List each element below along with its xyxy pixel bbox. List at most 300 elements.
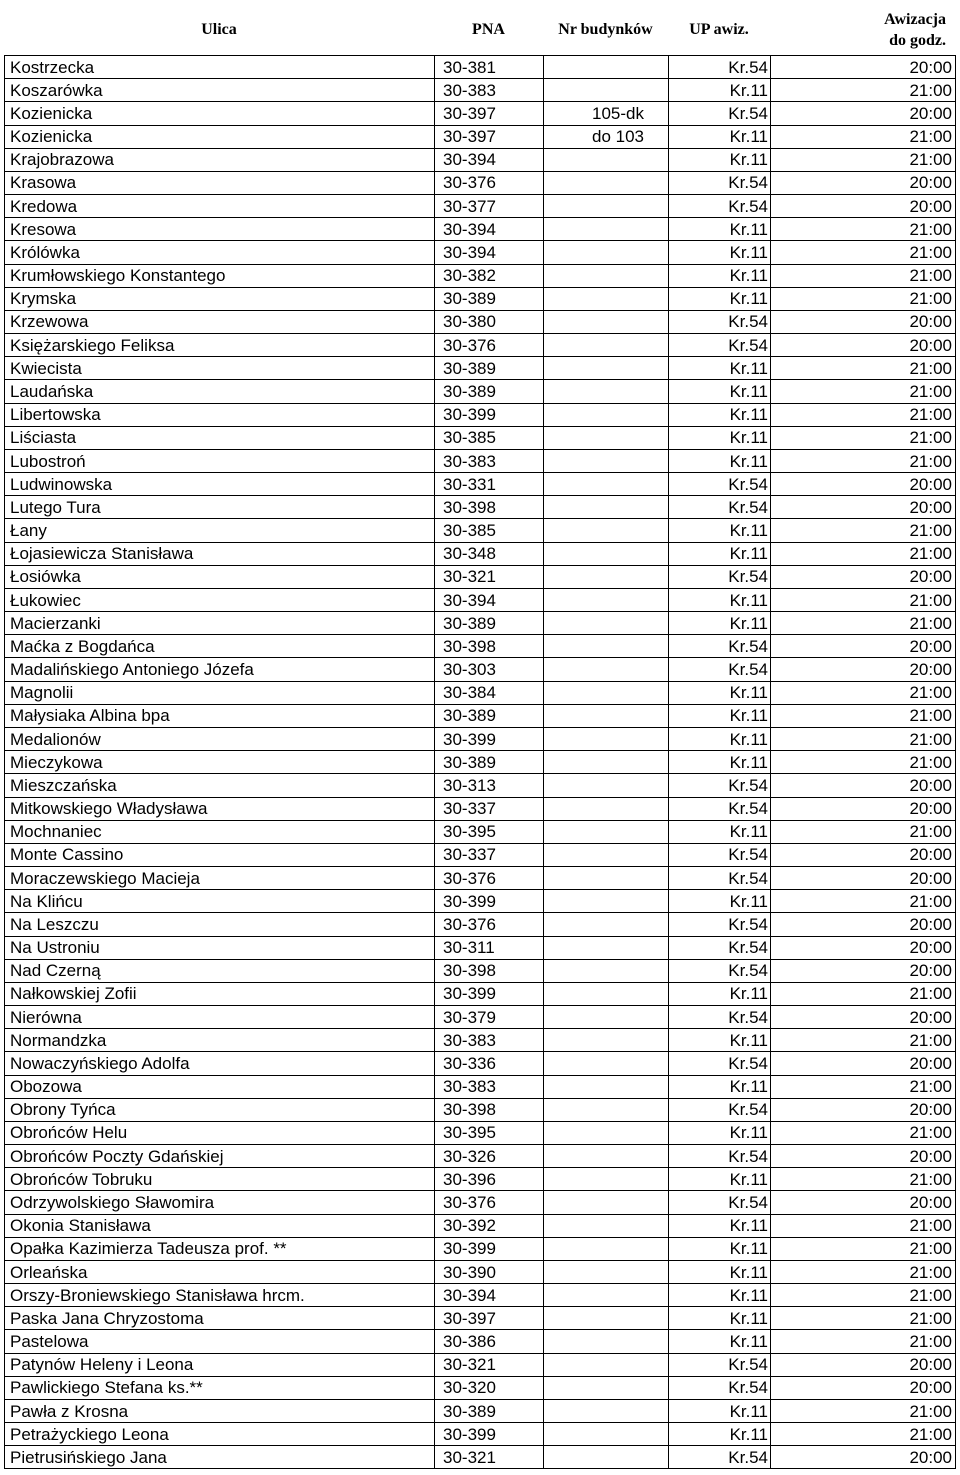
building-cell	[543, 334, 668, 356]
table-row	[4, 1168, 956, 1191]
street-table	[4, 55, 956, 1469]
time-cell: 21:00	[770, 241, 956, 263]
street-cell: Kostrzecka	[4, 56, 434, 78]
pna-cell: 30-395	[434, 821, 543, 843]
street-cell: Libertowska	[4, 404, 434, 426]
pna-cell: 30-397	[434, 102, 543, 124]
street-cell: Pastelowa	[4, 1330, 434, 1352]
table-row	[4, 543, 956, 566]
up-cell: Kr.11	[668, 1284, 770, 1306]
pna-cell: 30-377	[434, 195, 543, 217]
header-notice	[770, 4, 956, 55]
time-cell: 21:00	[770, 450, 956, 472]
street-cell: Nad Czerną	[4, 960, 434, 982]
building-cell	[543, 751, 668, 773]
time-cell: 21:00	[770, 1400, 956, 1422]
time-cell: 21:00	[770, 1284, 956, 1306]
pna-cell: 30-398	[434, 1099, 543, 1121]
pna-cell: 30-389	[434, 1400, 543, 1422]
building-cell	[543, 890, 668, 912]
time-cell: 21:00	[770, 427, 956, 449]
building-cell	[543, 821, 668, 843]
table-row	[4, 1215, 956, 1238]
up-cell: Kr.11	[668, 751, 770, 773]
pna-cell: 30-398	[434, 960, 543, 982]
time-cell: 20:00	[770, 172, 956, 194]
table-row	[4, 149, 956, 172]
building-cell	[543, 774, 668, 796]
time-cell: 20:00	[770, 195, 956, 217]
pna-cell: 30-394	[434, 589, 543, 611]
street-cell: Pietrusińskiego Jana	[4, 1446, 434, 1468]
building-cell	[543, 1446, 668, 1468]
street-cell: Obozowa	[4, 1076, 434, 1098]
pna-cell: 30-382	[434, 265, 543, 287]
street-cell: Lubostroń	[4, 450, 434, 472]
table-row	[4, 774, 956, 797]
time-cell: 20:00	[770, 913, 956, 935]
pna-cell: 30-392	[434, 1215, 543, 1237]
building-cell	[543, 913, 668, 935]
pna-cell: 30-399	[434, 1238, 543, 1260]
time-cell: 21:00	[770, 288, 956, 310]
table-row	[4, 890, 956, 913]
table-row	[4, 589, 956, 612]
up-cell: Kr.11	[668, 890, 770, 912]
up-cell: Kr.11	[668, 1307, 770, 1329]
street-cell: Nałkowskiej Zofii	[4, 983, 434, 1005]
table-row	[4, 1006, 956, 1029]
header-building: Nr budynków	[558, 21, 653, 38]
table-row	[4, 913, 956, 936]
up-cell: Kr.11	[668, 682, 770, 704]
time-cell: 20:00	[770, 774, 956, 796]
time-cell: 21:00	[770, 149, 956, 171]
header-street: Ulica	[201, 21, 237, 38]
pna-cell: 30-389	[434, 288, 543, 310]
building-cell	[543, 1261, 668, 1283]
time-cell: 21:00	[770, 543, 956, 565]
time-cell: 21:00	[770, 265, 956, 287]
time-cell: 21:00	[770, 1238, 956, 1260]
table-row	[4, 1099, 956, 1122]
time-cell: 21:00	[770, 821, 956, 843]
street-cell: Petrażyckiego Leona	[4, 1423, 434, 1445]
street-cell: Krasowa	[4, 172, 434, 194]
time-cell: 21:00	[770, 1029, 956, 1051]
building-cell	[543, 1006, 668, 1028]
building-cell	[543, 1191, 668, 1213]
building-cell	[543, 195, 668, 217]
street-cell: Monte Cassino	[4, 844, 434, 866]
street-cell: Madalińskiego Antoniego Józefa	[4, 658, 434, 680]
building-cell	[543, 705, 668, 727]
street-cell: Krymska	[4, 288, 434, 310]
time-cell: 21:00	[770, 1215, 956, 1237]
up-cell: Kr.11	[668, 265, 770, 287]
table-row	[4, 1122, 956, 1145]
building-cell	[543, 1284, 668, 1306]
table-row	[4, 265, 956, 288]
up-cell: Kr.11	[668, 1076, 770, 1098]
building-cell	[543, 1238, 668, 1260]
pna-cell: 30-396	[434, 1168, 543, 1190]
up-cell: Kr.11	[668, 1168, 770, 1190]
building-cell	[543, 612, 668, 634]
time-cell: 21:00	[770, 519, 956, 541]
building-cell	[543, 867, 668, 889]
pna-cell: 30-398	[434, 635, 543, 657]
time-cell: 20:00	[770, 56, 956, 78]
building-cell	[543, 844, 668, 866]
building-cell	[543, 1052, 668, 1074]
table-row	[4, 1377, 956, 1400]
table-row	[4, 334, 956, 357]
table-row	[4, 612, 956, 635]
time-cell: 20:00	[770, 496, 956, 518]
table-row	[4, 1029, 956, 1052]
header-up: UP awiz.	[689, 21, 749, 38]
street-cell: Mieszczańska	[4, 774, 434, 796]
time-cell: 21:00	[770, 751, 956, 773]
up-cell: Kr.54	[668, 1354, 770, 1376]
street-cell: Obrońców Tobruku	[4, 1168, 434, 1190]
street-cell: Normandzka	[4, 1029, 434, 1051]
table-row	[4, 496, 956, 519]
table-row	[4, 56, 956, 79]
building-cell: 105-dk	[543, 102, 668, 124]
pna-cell: 30-376	[434, 172, 543, 194]
building-cell	[543, 635, 668, 657]
pna-cell: 30-386	[434, 1330, 543, 1352]
up-cell: Kr.11	[668, 1400, 770, 1422]
time-cell: 20:00	[770, 334, 956, 356]
street-cell: Odrzywolskiego Sławomira	[4, 1191, 434, 1213]
up-cell: Kr.54	[668, 1191, 770, 1213]
building-cell	[543, 311, 668, 333]
building-cell	[543, 798, 668, 820]
building-cell	[543, 960, 668, 982]
time-cell: 21:00	[770, 380, 956, 402]
time-cell: 21:00	[770, 705, 956, 727]
table-row	[4, 1052, 956, 1075]
building-cell	[543, 1215, 668, 1237]
header-pna: PNA	[472, 21, 505, 38]
up-cell: Kr.11	[668, 1330, 770, 1352]
up-cell: Kr.11	[668, 241, 770, 263]
table-row	[4, 126, 956, 149]
street-cell: Kwiecista	[4, 357, 434, 379]
pna-cell: 30-331	[434, 473, 543, 495]
pna-cell: 30-389	[434, 380, 543, 402]
pna-cell: 30-394	[434, 218, 543, 240]
street-cell: Mieczykowa	[4, 751, 434, 773]
street-cell: Łukowiec	[4, 589, 434, 611]
street-cell: Mochnaniec	[4, 821, 434, 843]
time-cell: 21:00	[770, 218, 956, 240]
building-cell	[543, 1354, 668, 1376]
street-cell: Maćka z Bogdańca	[4, 635, 434, 657]
up-cell: Kr.54	[668, 566, 770, 588]
table-row	[4, 404, 956, 427]
table-row	[4, 311, 956, 334]
time-cell: 20:00	[770, 867, 956, 889]
building-cell	[543, 658, 668, 680]
up-cell: Kr.11	[668, 79, 770, 101]
time-cell: 20:00	[770, 1006, 956, 1028]
table-row	[4, 937, 956, 960]
street-cell: Mitkowskiego Władysława	[4, 798, 434, 820]
street-cell: Macierzanki	[4, 612, 434, 634]
street-cell: Obrońców Poczty Gdańskiej	[4, 1145, 434, 1167]
building-cell	[543, 56, 668, 78]
time-cell: 21:00	[770, 1122, 956, 1144]
up-cell: Kr.54	[668, 311, 770, 333]
building-cell	[543, 149, 668, 171]
building-cell	[543, 357, 668, 379]
time-cell: 21:00	[770, 404, 956, 426]
up-cell: Kr.54	[668, 937, 770, 959]
pna-cell: 30-376	[434, 334, 543, 356]
table-row	[4, 1238, 956, 1261]
table-row	[4, 728, 956, 751]
pna-cell: 30-321	[434, 1446, 543, 1468]
table-row	[4, 960, 956, 983]
table-row	[4, 450, 956, 473]
up-cell: Kr.11	[668, 1423, 770, 1445]
pna-cell: 30-389	[434, 612, 543, 634]
up-cell: Kr.11	[668, 380, 770, 402]
pna-cell: 30-394	[434, 149, 543, 171]
street-cell: Królówka	[4, 241, 434, 263]
up-cell: Kr.54	[668, 913, 770, 935]
pna-cell: 30-384	[434, 682, 543, 704]
table-row	[4, 867, 956, 890]
up-cell: Kr.11	[668, 728, 770, 750]
pna-cell: 30-376	[434, 867, 543, 889]
street-cell: Kresowa	[4, 218, 434, 240]
pna-cell: 30-399	[434, 404, 543, 426]
time-cell: 20:00	[770, 844, 956, 866]
street-cell: Okonia Stanisława	[4, 1215, 434, 1237]
pna-cell: 30-394	[434, 1284, 543, 1306]
table-row	[4, 172, 956, 195]
up-cell: Kr.54	[668, 1099, 770, 1121]
table-row	[4, 682, 956, 705]
pna-cell: 30-399	[434, 983, 543, 1005]
street-cell: Orleańska	[4, 1261, 434, 1283]
table-row	[4, 1423, 956, 1446]
building-cell	[543, 450, 668, 472]
table-row	[4, 705, 956, 728]
time-cell: 21:00	[770, 1423, 956, 1445]
table-row	[4, 983, 956, 1006]
time-cell: 20:00	[770, 1446, 956, 1468]
pna-cell: 30-379	[434, 1006, 543, 1028]
up-cell: Kr.54	[668, 334, 770, 356]
table-row	[4, 288, 956, 311]
time-cell: 20:00	[770, 937, 956, 959]
up-cell: Kr.54	[668, 960, 770, 982]
pna-cell: 30-326	[434, 1145, 543, 1167]
pna-cell: 30-399	[434, 1423, 543, 1445]
pna-cell: 30-390	[434, 1261, 543, 1283]
building-cell	[543, 728, 668, 750]
table-row	[4, 195, 956, 218]
up-cell: Kr.11	[668, 1238, 770, 1260]
pna-cell: 30-336	[434, 1052, 543, 1074]
up-cell: Kr.54	[668, 774, 770, 796]
table-row	[4, 1076, 956, 1099]
up-cell: Kr.11	[668, 288, 770, 310]
street-cell: Ludwinowska	[4, 473, 434, 495]
pna-cell: 30-381	[434, 56, 543, 78]
table-row	[4, 427, 956, 450]
header-notice-line1: Awizacja	[884, 10, 946, 28]
street-cell: Liściasta	[4, 427, 434, 449]
street-cell: Magnolii	[4, 682, 434, 704]
up-cell: Kr.54	[668, 844, 770, 866]
street-cell: Laudańska	[4, 380, 434, 402]
street-cell: Krumłowskiego Konstantego	[4, 265, 434, 287]
building-cell	[543, 543, 668, 565]
time-cell: 21:00	[770, 126, 956, 148]
building-cell	[543, 172, 668, 194]
up-cell: Kr.11	[668, 519, 770, 541]
time-cell: 20:00	[770, 1354, 956, 1376]
street-cell: Lutego Tura	[4, 496, 434, 518]
building-cell	[543, 519, 668, 541]
time-cell: 21:00	[770, 79, 956, 101]
up-cell: Kr.54	[668, 798, 770, 820]
time-cell: 21:00	[770, 682, 956, 704]
street-cell: Medalionów	[4, 728, 434, 750]
table-row	[4, 751, 956, 774]
time-cell: 21:00	[770, 1307, 956, 1329]
pna-cell: 30-320	[434, 1377, 543, 1399]
table-row	[4, 241, 956, 264]
pna-cell: 30-337	[434, 798, 543, 820]
pna-cell: 30-389	[434, 751, 543, 773]
time-cell: 20:00	[770, 960, 956, 982]
pna-cell: 30-380	[434, 311, 543, 333]
building-cell	[543, 1122, 668, 1144]
street-cell: Na Leszczu	[4, 913, 434, 935]
table-row	[4, 102, 956, 125]
pna-cell: 30-397	[434, 126, 543, 148]
building-cell	[543, 1145, 668, 1167]
time-cell: 21:00	[770, 1168, 956, 1190]
time-cell: 20:00	[770, 566, 956, 588]
table-row	[4, 357, 956, 380]
building-cell	[543, 1330, 668, 1352]
building-cell	[543, 1423, 668, 1445]
time-cell: 21:00	[770, 357, 956, 379]
pna-cell: 30-399	[434, 890, 543, 912]
table-row	[4, 79, 956, 102]
table-row	[4, 380, 956, 403]
up-cell: Kr.11	[668, 1215, 770, 1237]
table-row	[4, 1261, 956, 1284]
building-cell	[543, 1168, 668, 1190]
street-cell: Pawlickiego Stefana ks.**	[4, 1377, 434, 1399]
time-cell: 21:00	[770, 1330, 956, 1352]
time-cell: 21:00	[770, 1261, 956, 1283]
pna-cell: 30-397	[434, 1307, 543, 1329]
street-cell: Pawła z Krosna	[4, 1400, 434, 1422]
street-cell: Nierówna	[4, 1006, 434, 1028]
table-row	[4, 635, 956, 658]
up-cell: Kr.11	[668, 450, 770, 472]
pna-cell: 30-383	[434, 1076, 543, 1098]
pna-cell: 30-303	[434, 658, 543, 680]
up-cell: Kr.54	[668, 1145, 770, 1167]
up-cell: Kr.11	[668, 1029, 770, 1051]
building-cell	[543, 496, 668, 518]
table-row	[4, 1307, 956, 1330]
time-cell: 20:00	[770, 311, 956, 333]
pna-cell: 30-376	[434, 913, 543, 935]
building-cell	[543, 218, 668, 240]
street-cell: Na Ustroniu	[4, 937, 434, 959]
pna-cell: 30-389	[434, 357, 543, 379]
table-row	[4, 1400, 956, 1423]
table-row	[4, 566, 956, 589]
street-cell: Krajobrazowa	[4, 149, 434, 171]
up-cell: Kr.54	[668, 172, 770, 194]
up-cell: Kr.11	[668, 705, 770, 727]
time-cell: 20:00	[770, 1191, 956, 1213]
pna-cell: 30-385	[434, 427, 543, 449]
up-cell: Kr.11	[668, 589, 770, 611]
table-row	[4, 519, 956, 542]
table-row	[4, 1354, 956, 1377]
building-cell	[543, 79, 668, 101]
up-cell: Kr.54	[668, 635, 770, 657]
table-row	[4, 1446, 956, 1469]
street-cell: Łany	[4, 519, 434, 541]
street-cell: Kredowa	[4, 195, 434, 217]
street-cell: Opałka Kazimierza Tadeusza prof. **	[4, 1238, 434, 1260]
up-cell: Kr.11	[668, 543, 770, 565]
up-cell: Kr.11	[668, 357, 770, 379]
street-cell: Moraczewskiego Macieja	[4, 867, 434, 889]
up-cell: Kr.11	[668, 427, 770, 449]
table-row	[4, 1191, 956, 1214]
street-cell: Małysiaka Albina bpa	[4, 705, 434, 727]
building-cell	[543, 1099, 668, 1121]
table-row	[4, 1145, 956, 1168]
up-cell: Kr.11	[668, 612, 770, 634]
street-cell: Krzewowa	[4, 311, 434, 333]
time-cell: 21:00	[770, 1076, 956, 1098]
street-cell: Księżarskiego Feliksa	[4, 334, 434, 356]
pna-cell: 30-311	[434, 937, 543, 959]
building-cell	[543, 265, 668, 287]
up-cell: Kr.54	[668, 658, 770, 680]
pna-cell: 30-385	[434, 519, 543, 541]
up-cell: Kr.54	[668, 102, 770, 124]
pna-cell: 30-313	[434, 774, 543, 796]
building-cell	[543, 1307, 668, 1329]
building-cell	[543, 589, 668, 611]
table-header	[4, 4, 956, 55]
up-cell: Kr.54	[668, 1446, 770, 1468]
up-cell: Kr.54	[668, 1377, 770, 1399]
building-cell	[543, 473, 668, 495]
building-cell	[543, 1377, 668, 1399]
building-cell	[543, 427, 668, 449]
